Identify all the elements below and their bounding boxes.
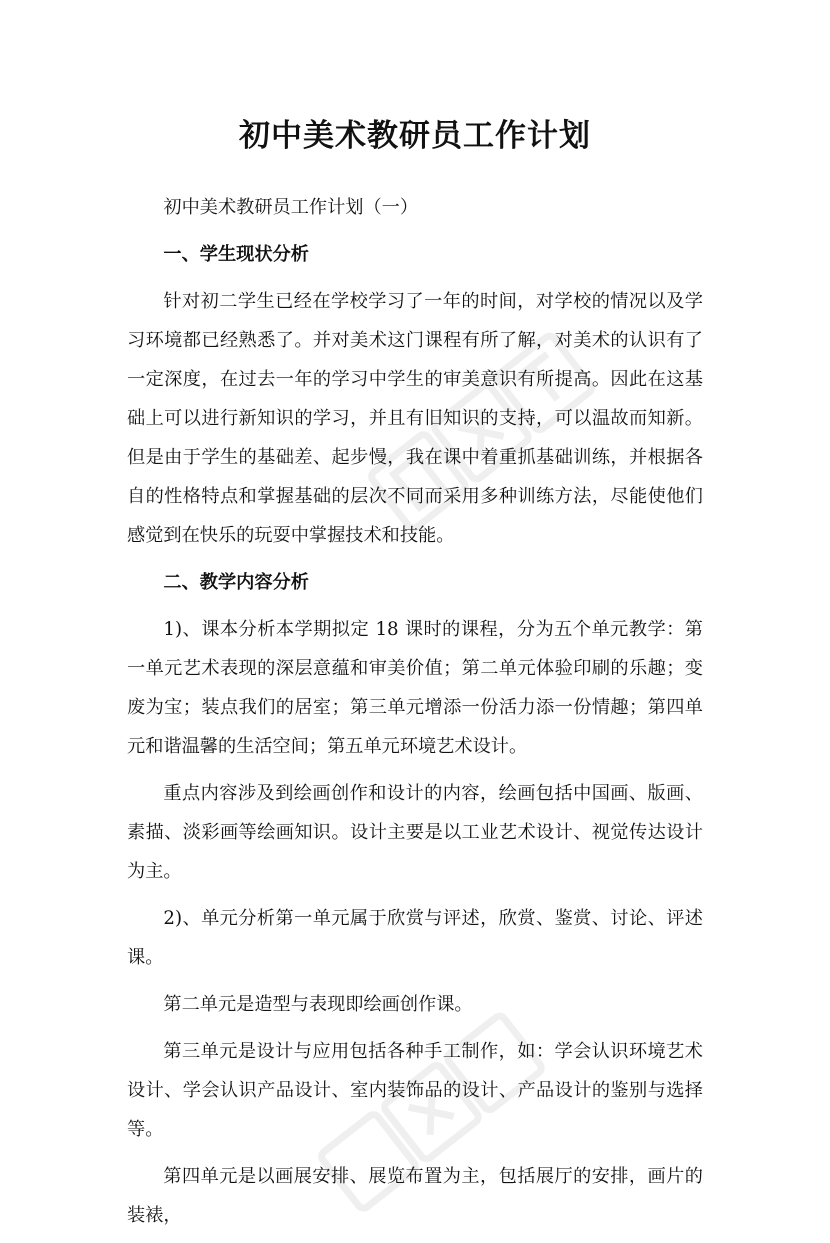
paragraph: 第四单元是以画展安排、展览布置为主，包括展厅的安排，画片的装裱，: [127, 1166, 703, 1226]
document-body: [127, 188, 703, 1243]
paragraph: 1)、课本分析本学期拟定 18 课时的课程，分为五个单元教学：第一单元艺术表现的深层意蕴和审美价值；第二单元体验印刷的乐趣；变废为宝；装点我们的居室；第三单元增添一份活力添一份情趣；第四单元和谐温馨的生活空间；第五单元环境艺术设计。: [127, 619, 703, 757]
section-heading-student-analysis: 一、学生现状分析: [163, 244, 309, 265]
paragraph: 第三单元是设计与应用包括各种手工制作，如：学会认识环境艺术设计、学会认识产品设计、室内装饰品的设计、产品设计的鉴别与选择等。: [127, 1041, 703, 1140]
paragraph: 针对初二学生已经在学校学习了一年的时间，对学校的情况以及学习环境都已经熟悉了。并对美术这门课程有所了解，对美术的认识有了一定深度，在过去一年的学习中学生的审美意识有所提高。因此在这基础上可以进行新知识的学习，并且有旧知识的支持，可以温故而知新。但是由于学生的基础差、起步慢，我在课中着重抓基础训练，并根据各自的性格特点和掌握基础的层次不同而采用多种训练方法，尽能使他们感觉到在快乐的玩耍中掌握技术和技能。: [127, 291, 703, 546]
paragraph: 2)、单元分析第一单元属于欣赏与评述，欣赏、鉴赏、讨论、评述课。: [127, 908, 703, 968]
paragraph: 第二单元是造型与表现即绘画创作课。: [163, 994, 473, 1015]
paragraph: 重点内容涉及到绘画创作和设计的内容，绘画包括中国画、版画、素描、淡彩画等绘画知识。设计主要是以工业艺术设计、视觉传达设计为主。: [127, 783, 703, 882]
page-title: 初中美术教研员工作计划: [239, 118, 591, 154]
section-heading-content-analysis: 二、教学内容分析: [163, 572, 309, 593]
document-subtitle: 初中美术教研员工作计划（一）: [163, 197, 419, 218]
